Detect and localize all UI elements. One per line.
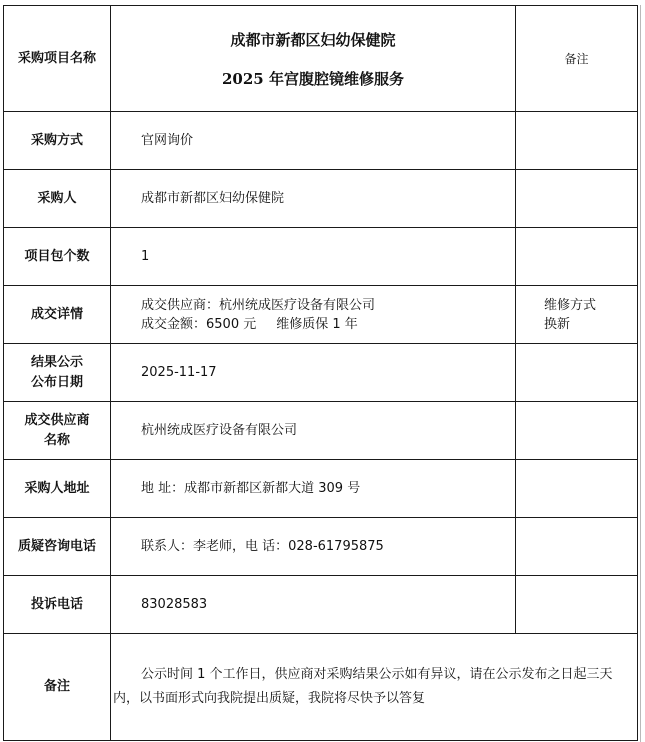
- table-row-publish-date: [4, 344, 638, 402]
- complaint-phone-label: 投诉电话: [4, 576, 111, 634]
- details-supplier-line: 成交供应商：杭州统成医疗设备有限公司: [141, 297, 376, 313]
- table-row-address: [4, 460, 638, 518]
- project-title-line1: 成都市新都区妇幼保健院: [230, 30, 396, 49]
- details-remark-line2: 换新: [544, 316, 571, 332]
- table-row-packages: [4, 228, 638, 286]
- project-title-cell: [111, 6, 516, 112]
- project-title-line2: 2025 年宫腹腔镜维修服务: [222, 69, 404, 88]
- table-row-inquiry-phone: [4, 518, 638, 576]
- supplier-name-label-line2: 名称: [43, 432, 70, 448]
- supplier-name-remark: [516, 402, 638, 460]
- purchaser-value: 成都市新都区妇幼保健院: [111, 170, 516, 228]
- supplier-name-value: 杭州统成医疗设备有限公司: [111, 402, 516, 460]
- table-row-project-name: [4, 6, 638, 112]
- details-amount-line: [141, 315, 515, 334]
- packages-label: 项目包个数: [4, 228, 111, 286]
- details-amount: 成交金额：6500 元: [141, 316, 257, 332]
- publish-date-label-line2: 公布日期: [30, 374, 83, 390]
- method-label: 采购方式: [4, 112, 111, 170]
- address-value: 地 址：成都市新都区新都大道 309 号: [111, 460, 516, 518]
- procurement-result-table: [3, 5, 638, 741]
- publish-date-label: [4, 344, 111, 402]
- remark-column-header: 备注: [516, 6, 638, 112]
- details-remark: [516, 286, 638, 344]
- details-remark-line1: 维修方式: [544, 297, 597, 313]
- publish-date-value: 2025-11-17: [111, 344, 516, 402]
- supplier-name-label: [4, 402, 111, 460]
- publish-date-label-line1: 结果公示: [30, 354, 83, 370]
- note-text: 公示时间 1 个工作日，供应商对采购结果公示如有异议，请在公示发布之日起三天内，以书面形式向我院提出质疑，我院将尽快予以答复: [113, 667, 613, 706]
- note-label: 备注: [4, 634, 111, 741]
- details-label: 成交详情: [4, 286, 111, 344]
- table-row-method: [4, 112, 638, 170]
- table-row-details: [4, 286, 638, 344]
- method-remark: [516, 112, 638, 170]
- address-label: 采购人地址: [4, 460, 111, 518]
- packages-remark: [516, 228, 638, 286]
- table-row-supplier-name: [4, 402, 638, 460]
- table-row-note: [4, 634, 638, 741]
- supplier-name-label-line1: 成交供应商: [24, 412, 90, 428]
- complaint-phone-remark: [516, 576, 638, 634]
- packages-value: 1: [111, 228, 516, 286]
- purchaser-label: 采购人: [4, 170, 111, 228]
- details-warranty: 维修质保 1 年: [276, 316, 358, 332]
- publish-date-remark: [516, 344, 638, 402]
- table-row-purchaser: [4, 170, 638, 228]
- sheet-gridline: [640, 5, 641, 742]
- note-value: [111, 634, 638, 741]
- table-row-complaint-phone: [4, 576, 638, 634]
- purchaser-remark: [516, 170, 638, 228]
- method-value: 官网询价: [111, 112, 516, 170]
- inquiry-phone-value: 联系人：李老师，电 话：028-61795875: [111, 518, 516, 576]
- inquiry-phone-label: 质疑咨询电话: [4, 518, 111, 576]
- complaint-phone-value: 83028583: [111, 576, 516, 634]
- details-value: [111, 286, 516, 344]
- project-name-label: 采购项目名称: [4, 6, 111, 112]
- inquiry-phone-remark: [516, 518, 638, 576]
- address-remark: [516, 460, 638, 518]
